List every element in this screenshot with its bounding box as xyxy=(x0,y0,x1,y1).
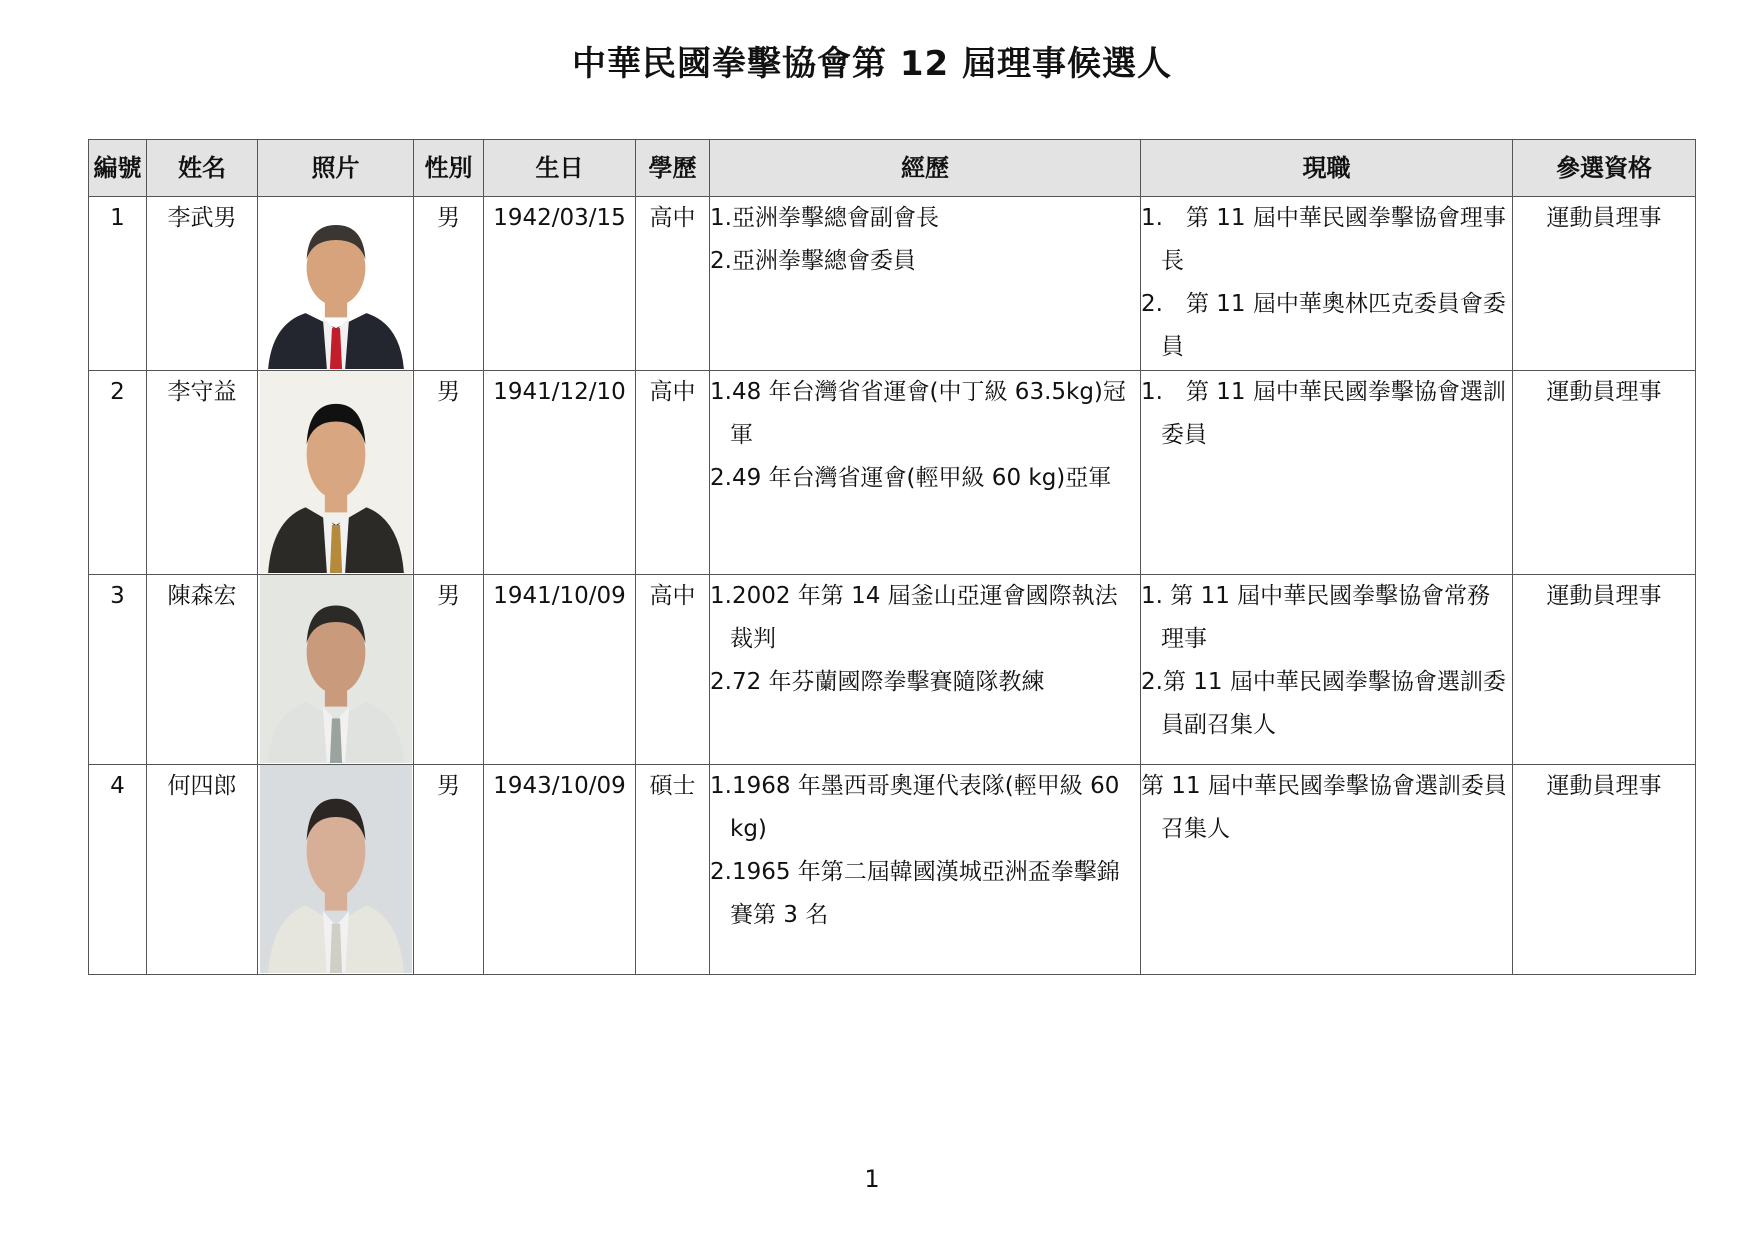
experience-item: 2.72 年芬蘭國際拳擊賽隨隊教練 xyxy=(710,669,1045,695)
cell-photo xyxy=(258,765,414,975)
cell-position xyxy=(1141,575,1513,765)
cell-name: 李守益 xyxy=(147,371,258,575)
table-row xyxy=(89,371,1696,575)
experience-item: 1.2002 年第 14 屆釜山亞運會國際執法裁判 xyxy=(710,583,1118,652)
cell-position xyxy=(1141,371,1513,575)
experience-item: 1.48 年台灣省省運會(中丁級 63.5kg)冠軍 xyxy=(710,379,1126,448)
position-item: 1. 第 11 屆中華民國拳擊協會理事長 xyxy=(1141,205,1506,274)
position-item: 1. 第 11 屆中華民國拳擊協會常務理事 xyxy=(1141,583,1491,652)
candidate-photo xyxy=(260,371,412,573)
header-photo: 照片 xyxy=(258,140,414,197)
cell-birth: 1941/10/09 xyxy=(484,575,636,765)
portrait-icon xyxy=(260,575,412,763)
position-item: 1. 第 11 屆中華民國拳擊協會選訓委員 xyxy=(1141,379,1506,448)
candidate-table xyxy=(88,139,1696,975)
cell-edu: 高中 xyxy=(636,371,710,575)
table-row xyxy=(89,765,1696,975)
cell-photo xyxy=(258,197,414,371)
cell-name: 何四郎 xyxy=(147,765,258,975)
cell-num: 1 xyxy=(89,197,147,371)
portrait-icon xyxy=(260,197,412,369)
cell-experience xyxy=(710,197,1141,371)
experience-item: 2.亞洲拳擊總會委員 xyxy=(710,248,916,274)
header-gender: 性別 xyxy=(414,140,484,197)
cell-gender: 男 xyxy=(414,371,484,575)
cell-num: 3 xyxy=(89,575,147,765)
experience-item: 2.1965 年第二屆韓國漢城亞洲盃拳擊錦賽第 3 名 xyxy=(710,859,1120,928)
position-item: 2. 第 11 屆中華奧林匹克委員會委員 xyxy=(1141,291,1506,360)
header-birth: 生日 xyxy=(484,140,636,197)
candidate-photo xyxy=(260,197,412,369)
table-row xyxy=(89,197,1696,371)
position-item: 第 11 屆中華民國拳擊協會選訓委員召集人 xyxy=(1141,773,1507,842)
header-name: 姓名 xyxy=(147,140,258,197)
cell-qualification: 運動員理事 xyxy=(1513,371,1696,575)
experience-item: 1.1968 年墨西哥奧運代表隊(輕甲級 60 kg) xyxy=(710,773,1120,842)
portrait-icon xyxy=(260,765,412,973)
cell-edu: 高中 xyxy=(636,197,710,371)
cell-birth: 1943/10/09 xyxy=(484,765,636,975)
cell-gender: 男 xyxy=(414,765,484,975)
cell-birth: 1941/12/10 xyxy=(484,371,636,575)
cell-position xyxy=(1141,197,1513,371)
cell-num: 4 xyxy=(89,765,147,975)
position-item: 2.第 11 屆中華民國拳擊協會選訓委員副召集人 xyxy=(1141,669,1506,738)
header-qual: 參選資格 xyxy=(1513,140,1696,197)
candidate-photo xyxy=(260,575,412,763)
cell-num: 2 xyxy=(89,371,147,575)
cell-edu: 碩士 xyxy=(636,765,710,975)
cell-experience xyxy=(710,371,1141,575)
cell-position xyxy=(1141,765,1513,975)
table-header-row xyxy=(89,140,1696,197)
page-number: 1 xyxy=(864,1165,880,1193)
cell-gender: 男 xyxy=(414,575,484,765)
table-row xyxy=(89,575,1696,765)
page-title: 中華民國拳擊協會第 12 屆理事候選人 xyxy=(572,44,1172,84)
candidate-photo xyxy=(260,765,412,973)
cell-name: 李武男 xyxy=(147,197,258,371)
cell-birth: 1942/03/15 xyxy=(484,197,636,371)
header-num: 編號 xyxy=(89,140,147,197)
experience-item: 2.49 年台灣省運會(輕甲級 60 kg)亞軍 xyxy=(710,465,1112,491)
cell-gender: 男 xyxy=(414,197,484,371)
cell-qualification: 運動員理事 xyxy=(1513,765,1696,975)
cell-experience xyxy=(710,575,1141,765)
header-exp: 經歷 xyxy=(710,140,1141,197)
cell-experience xyxy=(710,765,1141,975)
header-edu: 學歷 xyxy=(636,140,710,197)
cell-qualification: 運動員理事 xyxy=(1513,575,1696,765)
cell-name: 陳森宏 xyxy=(147,575,258,765)
cell-photo xyxy=(258,371,414,575)
cell-qualification: 運動員理事 xyxy=(1513,197,1696,371)
cell-photo xyxy=(258,575,414,765)
cell-edu: 高中 xyxy=(636,575,710,765)
portrait-icon xyxy=(260,371,412,573)
experience-item: 1.亞洲拳擊總會副會長 xyxy=(710,205,939,231)
header-pos: 現職 xyxy=(1141,140,1513,197)
